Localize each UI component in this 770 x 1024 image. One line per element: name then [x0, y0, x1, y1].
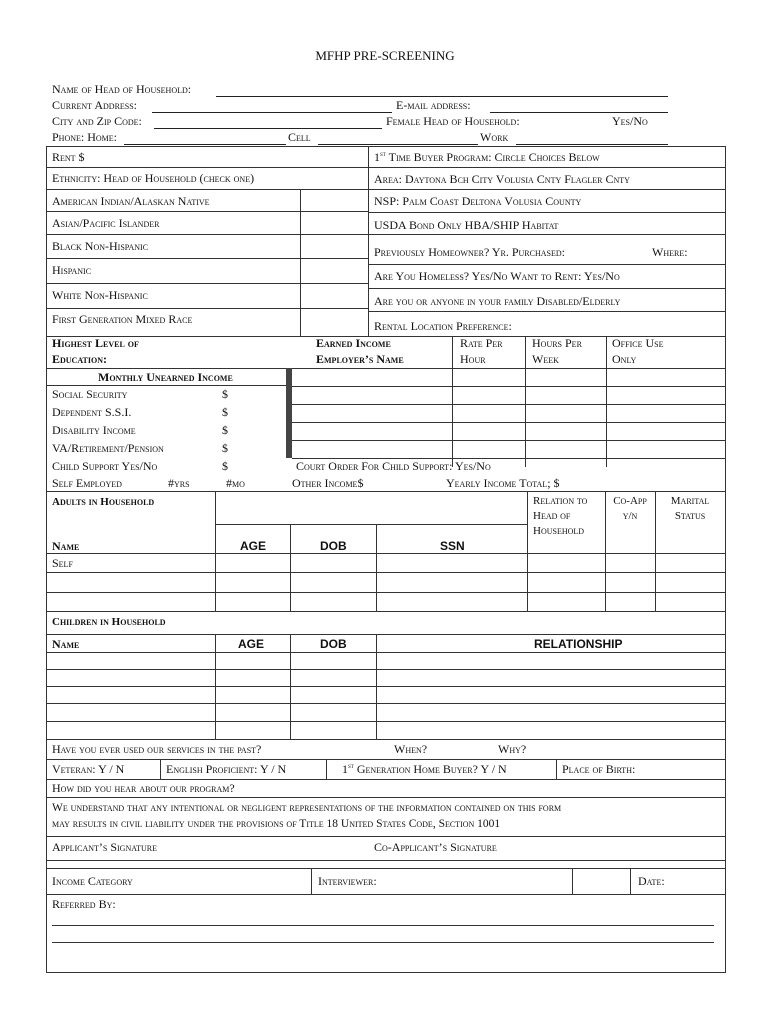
adults-self-row: Self — [52, 556, 73, 570]
place-of-birth-label: Place of Birth: — [562, 762, 636, 776]
relation-header-2: Head of — [533, 510, 571, 522]
mo-label: #mo — [226, 476, 245, 490]
unearned-row-value[interactable]: $ — [222, 405, 228, 419]
yrs-label: #yrs — [168, 476, 190, 490]
relation-header-1: Relation to — [533, 495, 588, 507]
hear-about-label: How did you hear about our program? — [52, 781, 235, 795]
cell-field[interactable] — [318, 144, 478, 145]
unearned-income-heading: Monthly Unearned Income — [98, 370, 233, 384]
city-zip-label: City and Zip Code: — [52, 114, 142, 128]
earned-income-label-2: Employer’s Name — [316, 352, 404, 366]
ethnicity-asian[interactable]: Asian/Pacific Islander — [52, 216, 160, 230]
unearned-row-label: Social Security — [52, 387, 128, 401]
english-proficient-label[interactable]: English Proficient: Y / N — [166, 762, 287, 776]
income-category-label: Income Category — [52, 874, 133, 888]
adults-dob-header: DOB — [320, 539, 347, 553]
marital-header-1: Marital — [670, 495, 710, 507]
self-employed-label: Self Employed — [52, 476, 122, 490]
disabled-label[interactable]: Are you or anyone in your family Disabled/Elderly — [374, 294, 621, 308]
area-choices[interactable]: Area: Daytona Bch City Volusia Cnty Flagler Cnty — [374, 172, 630, 186]
education-label-2: Education: — [52, 352, 107, 366]
ethnicity-american-indian[interactable]: American Indian/Alaskan Native — [52, 194, 210, 208]
unearned-row-value[interactable]: $ — [222, 387, 228, 401]
veteran-label[interactable]: Veteran: Y / N — [52, 762, 125, 776]
referred-by-label: Referred By: — [52, 897, 116, 911]
children-name-header: Name — [52, 637, 80, 651]
when-label: When? — [394, 742, 428, 756]
yearly-income-total-label: Yearly Income Total; $ — [446, 476, 560, 490]
ethnicity-hispanic[interactable]: Hispanic — [52, 263, 92, 277]
first-gen-buyer-label[interactable]: 1st Generation Home Buyer? Y / N — [342, 762, 507, 776]
hours-label-1: Hours Per — [532, 336, 582, 350]
relation-header-3: Household — [533, 525, 585, 537]
email-label: E-mail address: — [396, 98, 471, 112]
coapplicant-signature-label: Co-Applicant’s Signature — [374, 840, 497, 854]
adults-age-header: AGE — [240, 539, 267, 553]
ethnicity-mixed[interactable]: First Generation Mixed Race — [52, 312, 193, 326]
phone-home-field[interactable] — [124, 144, 286, 145]
usda-choices[interactable]: USDA Bond Only HBA/SHIP Habitat — [374, 218, 559, 232]
work-label: Work — [480, 130, 509, 144]
adults-heading: Adults in Household — [52, 496, 155, 508]
why-label: Why? — [498, 742, 527, 756]
unearned-row-label: Child Support Yes/No — [52, 459, 158, 473]
ethnicity-black[interactable]: Black Non-Hispanic — [52, 239, 149, 253]
adults-name-header: Name — [52, 539, 80, 553]
children-age-header: AGE — [238, 637, 265, 651]
unearned-row-value[interactable]: $ — [222, 423, 228, 437]
education-label-1: Highest Level of — [52, 336, 139, 350]
head-of-household-field[interactable] — [216, 96, 668, 97]
rate-label-1: Rate Per — [460, 336, 503, 350]
phone-home-label: Phone: Home: — [52, 130, 118, 144]
female-head-label: Female Head of Household: — [386, 114, 520, 128]
unearned-row-value[interactable]: $ — [222, 441, 228, 455]
unearned-row-label: VA/Retirement/Pension — [52, 441, 164, 455]
children-heading: Children in Household — [52, 616, 166, 628]
work-field[interactable] — [516, 144, 668, 145]
office-use-label-1: Office Use — [612, 336, 664, 350]
marital-header-2: Status — [674, 510, 706, 522]
current-address-field[interactable] — [152, 112, 392, 113]
coapp-header-1: Co-App — [613, 495, 647, 507]
coapp-header-2: y/n — [622, 510, 638, 522]
ethnicity-label: Ethnicity: Head of Household (check one) — [52, 171, 255, 185]
head-of-household-label: Name of Head of Household: — [52, 82, 192, 96]
interviewer-label: Interviewer: — [318, 874, 377, 888]
earned-income-label-1: Earned Income — [316, 336, 391, 350]
adults-ssn-header: SSN — [440, 539, 465, 553]
office-use-label-2: Only — [612, 352, 637, 366]
ethnicity-white[interactable]: White Non-Hispanic — [52, 288, 148, 302]
unearned-row-label: Disability Income — [52, 423, 136, 437]
current-address-label: Current Address: — [52, 98, 138, 112]
page-title: MFHP PRE-SCREENING — [315, 48, 455, 63]
other-income-label: Other Income$ — [292, 476, 364, 490]
children-relationship-header: RELATIONSHIP — [534, 637, 623, 651]
rate-label-2: Hour — [460, 352, 486, 366]
children-dob-header: DOB — [320, 637, 347, 651]
city-zip-field[interactable] — [154, 128, 382, 129]
unearned-row-label: Dependent S.S.I. — [52, 405, 132, 419]
prev-homeowner-label: Previously Homeowner? Yr. Purchased: — [374, 245, 565, 259]
nsp-choices[interactable]: NSP: Palm Coast Deltona Volusia County — [374, 194, 582, 208]
disclaimer-line-2: may results in civil liability under the provisions of Title 18 United States Code, Section 1001 — [52, 818, 501, 830]
homeless-label[interactable]: Are You Homeless? Yes/No Want to Rent: Yes/No — [374, 269, 620, 283]
cell-label: Cell — [288, 130, 311, 144]
date-label: Date: — [638, 874, 665, 888]
unearned-row-value[interactable]: $ — [222, 459, 228, 473]
email-field[interactable] — [490, 112, 668, 113]
first-time-buyer-label: 1st Time Buyer Program: Circle Choices Below — [374, 150, 600, 164]
female-head-yes-no[interactable]: Yes/No — [612, 114, 648, 128]
applicant-signature-label: Applicant’s Signature — [52, 840, 158, 854]
used-services-label: Have you ever used our services in the past? — [52, 742, 262, 756]
court-order-label[interactable]: Court Order For Child Support: Yes/No — [296, 459, 491, 473]
hours-label-2: Week — [532, 352, 559, 366]
rental-pref-label: Rental Location Preference: — [374, 319, 512, 333]
rent-label: Rent $ — [52, 150, 85, 164]
disclaimer-line-1: We understand that any intentional or negligent representations of the information contained on this form — [52, 802, 562, 814]
where-label: Where: — [652, 245, 688, 259]
